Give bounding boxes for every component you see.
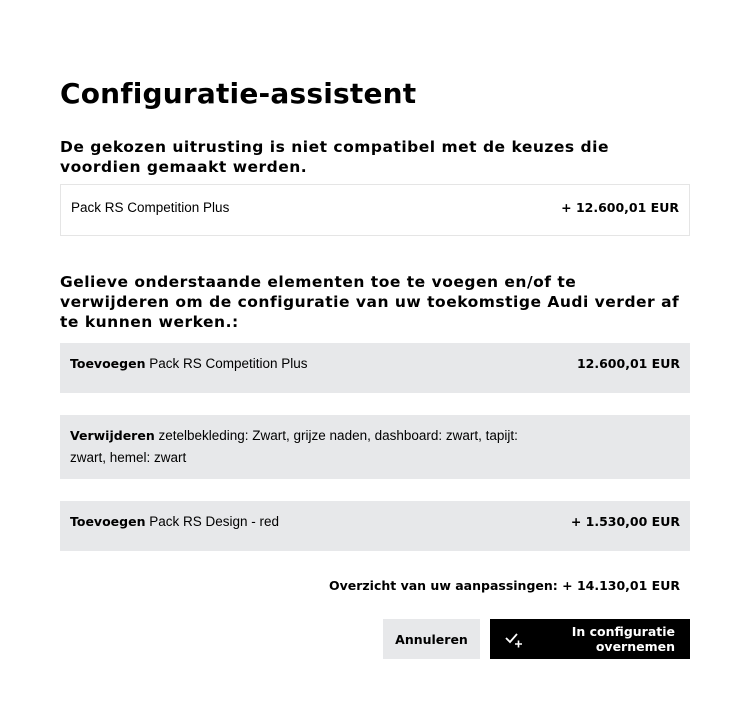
dialog-title: Configuratie-assistent [60, 77, 417, 110]
configuration-assistant-dialog [60, 0, 690, 709]
change-price: 12.600,01 EUR [576, 356, 680, 371]
selected-equipment-price: + 12.600,01 EUR [561, 200, 679, 215]
apply-button-label: In configuratie overnemen [571, 624, 675, 654]
incompatibility-message: De gekozen uitrusting is niet compatibel met de keuzes die voordien gemaakt werden. [60, 138, 609, 176]
instruction-text: Gelieve onderstaande elementen toe te voegen en/of te verwijderen om de configuratie van uw toekomstige Audi verder af te kunnen werken.: [60, 273, 680, 331]
change-row-remove [60, 415, 690, 479]
selected-equipment [60, 184, 690, 236]
selected-equipment-label: Pack RS Competition Plus [71, 200, 230, 215]
change-action: Toevoegen [70, 514, 146, 529]
change-action: Verwijderen [70, 428, 155, 443]
change-row-add [60, 501, 690, 551]
change-price: + 1.530,00 EUR [570, 514, 680, 529]
check-plus-icon [505, 631, 523, 649]
cancel-button[interactable]: Annuleren [383, 619, 480, 659]
change-item: Pack RS Design - red [145, 514, 280, 529]
change-description [70, 425, 550, 469]
change-item: Pack RS Competition Plus [145, 356, 308, 371]
changes-summary: Overzicht van uw aanpassingen: + 14.130,01 EUR [328, 578, 680, 593]
change-action: Toevoegen [70, 356, 146, 371]
change-item: zetelbekleding: Zwart, grijze naden, dashboard: zwart, tapijt: zwart, hemel: zwart [70, 428, 518, 465]
change-description [70, 353, 550, 375]
apply-configuration-button[interactable] [490, 619, 690, 659]
change-row-add [60, 343, 690, 393]
change-description [70, 511, 550, 533]
